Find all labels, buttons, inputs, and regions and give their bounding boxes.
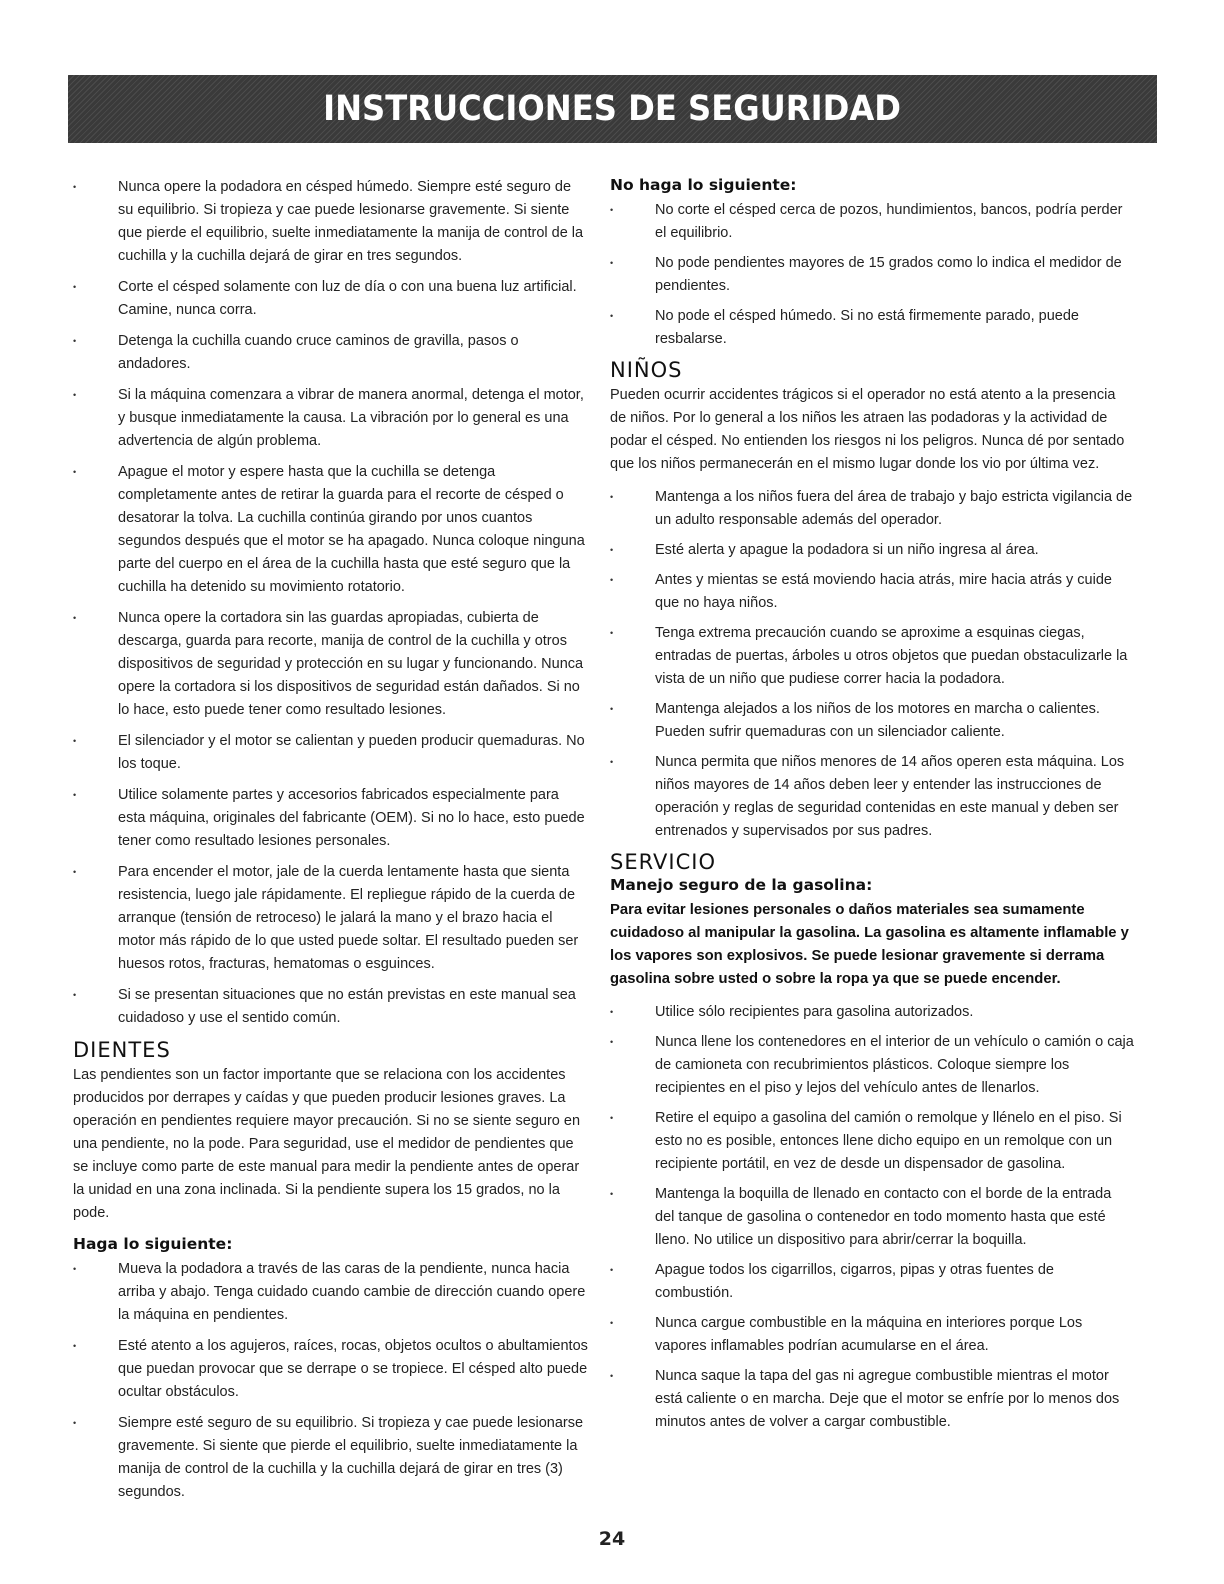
ninos-list <box>610 486 1134 843</box>
page-number: 24 <box>598 1528 626 1550</box>
list-item: • Esté alerta y apague la podadora si un niño ingresa al área. <box>610 539 1134 562</box>
list-item: • No pode pendientes mayores de 15 grados como lo indica el medidor de pendientes. <box>610 252 1134 298</box>
list-item: • Antes y mientas se está moviendo hacia atrás, mire hacia atrás y cuide que no haya niños. <box>610 569 1134 615</box>
do-heading: Haga lo siguiente: <box>73 1235 233 1253</box>
list-item: • El silenciador y el motor se calientan y pueden producir quemaduras. No los toque. <box>73 730 588 776</box>
list-item: • Utilice sólo recipientes para gasolina autorizados. <box>610 1001 1134 1024</box>
title-banner <box>68 75 1157 143</box>
list-item: • Nunca permita que niños menores de 14 años operen esta máquina. Los niños mayores de 14 años deben leer y entender las instrucciones de operación y reglas de seguridad contenidas en este manual y deben ser entrenados y supervisados por sus padres. <box>610 751 1134 843</box>
list-item: • Corte el césped solamente con luz de día o con una buena luz artificial. Camine, nunca corra. <box>73 276 588 322</box>
section-heading-ninos: NIÑOS <box>610 358 683 382</box>
list-item: • Mueva la podadora a través de las caras de la pendiente, nunca hacia arriba y abajo. Tenga cuidado cuando cambie de dirección cuando opere la máquina en pendientes. <box>73 1258 588 1327</box>
list-item: • Apague el motor y espere hasta que la cuchilla se detenga completamente antes de retirar la guarda para el recorte de césped o desatorar la tolva. La cuchilla continúa girando por unos cuantos segundos después que el motor se ha apagado. Nunca coloque ninguna parte del cuerpo en el área de la cuchilla hasta que esté seguro que la cuchilla ha detenido su movimiento rotatorio. <box>73 461 588 599</box>
list-item: • Para encender el motor, jale de la cuerda lentamente hasta que sienta resistencia, luego jale rápidamente. El repliegue rápido de la cuerda de arranque (tensión de retroceso) le jalará la mano y el brazo hacia el motor más rápido de lo que usted puede soltar. El resultado pueden ser huesos rotos, fracturas, hematomas o esguinces. <box>73 861 588 976</box>
list-item: • Mantenga a los niños fuera del área de trabajo y bajo estricta vigilancia de un adulto responsable además del operador. <box>610 486 1134 532</box>
list-item: • Si la máquina comenzara a vibrar de manera anormal, detenga el motor, y busque inmediatamente la causa. La vibración por lo general es una advertencia de algún problema. <box>73 384 588 453</box>
dont-list <box>610 199 1134 351</box>
list-item: • Nunca opere la cortadora sin las guardas apropiadas, cubierta de descarga, guarda para recorte, manija de control de la cuchilla y otros dispositivos de seguridad y protección en su lugar y funcionando. Nunca opere la cortadora si los dispositivos de seguridad están dañados. Si no lo hace, esto puede tener como resultado lesiones. <box>73 607 588 722</box>
list-item: • Nunca saque la tapa del gas ni agregue combustible mientras el motor está caliente o en marcha. Deje que el motor se enfríe por lo menos dos minutos antes de volver a cargar combustible. <box>610 1365 1134 1434</box>
do-list <box>73 1258 588 1504</box>
list-item: • Retire el equipo a gasolina del camión o remolque y llénelo en el piso. Si esto no es posible, entonces llene dicho equipo en un remolque con un recipiente portátil, en vez de desde un dispensador de gasolina. <box>610 1107 1134 1176</box>
list-item: • Tenga extrema precaución cuando se aproxime a esquinas ciegas, entradas de puertas, árboles u otros objetos que puedan obstaculizarle la vista de un niño que pudiese correr hacia la podadora. <box>610 622 1134 691</box>
dientes-intro: Las pendientes son un factor importante que se relaciona con los accidentes producidos por derrapes y caídas y que pueden producir lesiones graves. La operación en pendientes requiere mayor precaución. Si no se siente seguro en una pendiente, no la pode. Para seguridad, use el medidor de pendientes que se incluye como parte de este manual para medir la pendiente antes de operar la unidad en una zona inclinada. Si la pendiente supera los 15 grados, no la pode. <box>73 1067 581 1221</box>
list-item: • Utilice solamente partes y accesorios fabricados especialmente para esta máquina, originales del fabricante (OEM). Si no lo hace, esto puede tener como resultado lesiones personales. <box>73 784 588 853</box>
list-item: • Esté atento a los agujeros, raíces, rocas, objetos ocultos o abultamientos que puedan provocar que se derrape o se tropiece. El césped alto puede ocultar obstáculos. <box>73 1335 588 1404</box>
list-item: • Apague todos los cigarrillos, cigarros, pipas y otras fuentes de combustión. <box>610 1259 1134 1305</box>
list-item: • Siempre esté seguro de su equilibrio. Si tropieza y cae puede lesionarse gravemente. Si siente que pierde el equilibrio, suelte inmediatamente la manija de control de la cuchilla y la cuchilla dejará de girar en tres (3) segundos. <box>73 1412 588 1504</box>
gasoline-warning: Para evitar lesiones personales o daños materiales sea sumamente cuidadoso al manipular la gasolina. La gasolina es altamente inflamable y los vapores son explosivos. Se puede lesionar gravemente si derrama gasolina sobre usted o sobre la ropa ya que se puede encender. <box>610 902 1129 987</box>
list-item: • No pode el césped húmedo. Si no está firmemente parado, puede resbalarse. <box>610 305 1134 351</box>
list-item: • Mantenga alejados a los niños de los motores en marcha o calientes. Pueden sufrir quemaduras con un silenciador caliente. <box>610 698 1134 744</box>
section-heading-servicio: SERVICIO <box>610 850 716 874</box>
list-item: • Detenga la cuchilla cuando cruce caminos de gravilla, pasos o andadores. <box>73 330 588 376</box>
list-item: • No corte el césped cerca de pozos, hundimientos, bancos, podría perder el equilibrio. <box>610 199 1134 245</box>
list-item: • Si se presentan situaciones que no están previstas en este manual sea cuidadoso y use el sentido común. <box>73 984 588 1030</box>
gasoline-subheading: Manejo seguro de la gasolina: <box>610 876 873 894</box>
dont-heading: No haga lo siguiente: <box>610 176 797 194</box>
ninos-intro: Pueden ocurrir accidentes trágicos si el operador no está atento a la presencia de niños. Por lo general a los niños les atraen las podadoras y la actividad de podar el césped. No entienden los riesgos ni los peligros. Nunca dé por sentado que los niños permanecerán en el mismo lugar donde los vio por última vez. <box>610 387 1125 472</box>
list-item: • Mantenga la boquilla de llenado en contacto con el borde de la entrada del tanque de gasolina o contenedor en todo momento hasta que esté lleno. No utilice un dispositivo para abrir/cerrar la boquilla. <box>610 1183 1134 1252</box>
list-item: • Nunca cargue combustible en la máquina en interiores porque Los vapores inflamables podrían acumularse en el área. <box>610 1312 1134 1358</box>
section-heading-dientes: DIENTES <box>73 1038 171 1062</box>
right-column <box>610 176 1134 1441</box>
list-item: • Nunca opere la podadora en césped húmedo. Siempre esté seguro de su equilibrio. Si tropieza y cae puede lesionarse gravemente. Si siente que pierde el equilibrio, suelte inmediatamente la manija de control de la cuchilla y la cuchilla dejará de girar en tres segundos. <box>73 176 588 268</box>
gasoline-list <box>610 1001 1134 1434</box>
left-column <box>73 176 588 1512</box>
list-item: • Nunca llene los contenedores en el interior de un vehículo o camión o caja de camioneta con recubrimientos plásticos. Coloque siempre los recipientes en el piso y lejos del vehículo antes de llenarlos. <box>610 1031 1134 1100</box>
general-safety-list <box>73 176 588 1030</box>
page-title: INSTRUCCIONES DE SEGURIDAD <box>323 89 902 129</box>
